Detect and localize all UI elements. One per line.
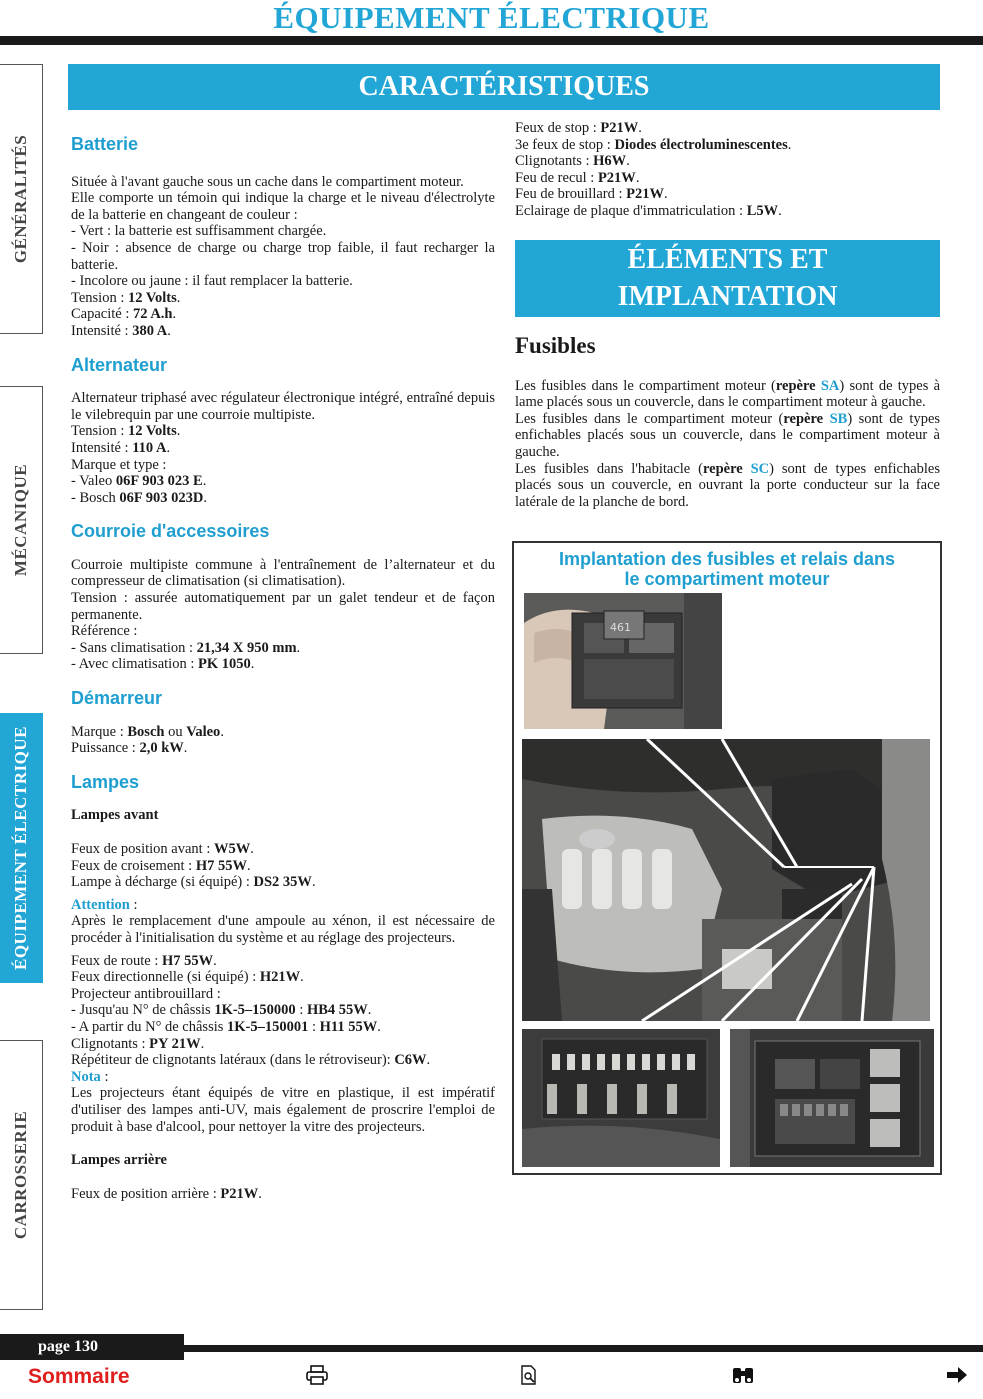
tab-label: MÉCANIQUE xyxy=(11,463,30,577)
paragraph: Courroie multipiste commune à l'entraînement de l’alternateur et du compresseur de climatisation (si climatisation). xyxy=(71,556,495,590)
figure-caption: Implantation des fusibles et relais dans le compartiment moteur xyxy=(558,549,896,589)
fuse-location-figure xyxy=(512,541,942,1175)
spec-line: Intensité : 380 A. xyxy=(71,322,171,339)
tab-label: GÉNÉRALITÉS xyxy=(11,134,30,264)
relay-box-photo xyxy=(728,1027,936,1169)
heading-courroie: Courroie d'accessoires xyxy=(71,521,270,542)
paragraph: Référence : xyxy=(71,623,138,640)
fuse-box-detail-photo xyxy=(522,591,724,731)
svg-text:461: 461 xyxy=(610,621,631,634)
right-column-fusibles xyxy=(515,333,941,510)
heading-demarreur: Démarreur xyxy=(71,688,163,709)
spec-line: 3e feux de stop : Diodes électroluminescentes. xyxy=(515,136,792,153)
page-number: page 130 xyxy=(0,1334,184,1360)
right-column-top xyxy=(515,120,940,220)
paragraph: Les fusibles dans le compartiment moteur (repère SB) sont de types enfichables placés sous un couvercle, dans le compartiment moteur à gauche. xyxy=(515,410,941,460)
engine-bay-photo xyxy=(520,737,932,1023)
spec-line: Intensité : 110 A. xyxy=(71,439,171,456)
paragraph: Les fusibles dans l'habitacle (repère SC) sont de types enfichables placés sous un couvercle, en ouvrant la porte conducteur sur la face latérale de la planche de bord. xyxy=(515,460,940,510)
banner-line: ÉLÉMENTS ET xyxy=(627,244,828,275)
page-title: ÉQUIPEMENT ÉLECTRIQUE xyxy=(273,0,710,35)
attention-label: Attention : xyxy=(71,896,138,913)
spec-line: - Valeo 06F 903 023 E. xyxy=(71,473,207,490)
subheading-lampes-arriere: Lampes arrière xyxy=(71,1152,167,1169)
spec-line: Puissance : 2,0 kW. xyxy=(71,740,188,757)
spec-line: Tension : 12 Volts. xyxy=(71,289,181,306)
nota-label: Nota : xyxy=(71,1068,109,1085)
paragraph: Elle comporte un témoin qui indique la charge et le niveau d'électrolyte de la batterie en changeant de couleur : xyxy=(71,190,495,223)
paragraph: Alternateur triphasé avec régulateur électronique intégré, entraîné depuis le vilebrequin par une courroie multipiste. xyxy=(71,390,495,423)
heading-lampes: Lampes xyxy=(71,771,140,792)
paragraph: Après le remplacement d'une ampoule au xénon, il est nécessaire de procéder à l'initialisation du système et au réglage des projecteurs. xyxy=(71,913,495,946)
paragraph: Tension : assurée automatiquement par un galet tendeur et de façon permanente. xyxy=(71,590,495,623)
paragraph: Projecteur antibrouillard : xyxy=(71,985,221,1002)
spec-line: Feux de route : H7 55W. xyxy=(71,952,217,969)
spec-line: - Bosch 06F 903 023D. xyxy=(71,489,208,506)
tab-label: ÉQUIPEMENT ÉLECTRIQUE xyxy=(11,726,30,970)
heading-batterie: Batterie xyxy=(71,134,139,154)
paragraph: Marque et type : xyxy=(71,456,167,473)
spec-line: Feux de stop : P21W. xyxy=(515,120,642,136)
paragraph: - Incolore ou jaune : il faut remplacer la batterie. xyxy=(71,273,353,290)
spec-line: - Avec climatisation : PK 1050. xyxy=(71,656,255,673)
paragraph: Située à l'avant gauche sous un cache dans le compartiment moteur. xyxy=(71,173,464,190)
binoculars-icon[interactable] xyxy=(731,1365,755,1391)
spec-line: - A partir du N° de châssis 1K-5–150001 : H11 55W. xyxy=(71,1018,381,1035)
header-divider xyxy=(0,36,983,45)
spec-line: Feu de brouillard : P21W. xyxy=(515,186,668,203)
spec-line: Lampe à décharge (si équipé) : DS2 35W. xyxy=(71,874,316,891)
spec-line: - Sans climatisation : 21,34 X 950 mm. xyxy=(71,639,301,656)
tab-label: CARROSSERIE xyxy=(11,1110,30,1240)
spec-line: Feux de position arrière : P21W. xyxy=(71,1185,262,1202)
spec-line: Eclairage de plaque d'immatriculation : L5W. xyxy=(515,202,782,219)
sommaire-link[interactable]: Sommaire xyxy=(28,1365,130,1388)
fuse-strip-photo xyxy=(520,1027,722,1169)
arrow-right-icon[interactable] xyxy=(946,1365,968,1391)
spec-line: Clignotants : PY 21W. xyxy=(71,1035,205,1052)
heading-alternateur: Alternateur xyxy=(71,354,168,375)
spec-line: Feux directionnelle (si équipé) : H21W. xyxy=(71,969,304,986)
spec-line: Feu de recul : P21W. xyxy=(515,169,640,186)
tab-generalites[interactable] xyxy=(0,64,43,334)
spec-line: - Jusqu'au N° de châssis 1K-5–150000 : HB4 55W. xyxy=(71,1002,372,1019)
paragraph: Les projecteurs étant équipés de vitre en plastique, il est impératif d'utiliser des lampes anti-UV, mais également de proscrire l'emploi de produit à base d'alcool, pour nettoyer la vitre des projecteurs. xyxy=(71,1085,495,1135)
tab-carrosserie[interactable] xyxy=(0,1040,43,1310)
spec-line: Répétiteur de clignotants latéraux (dans le rétroviseur): C6W. xyxy=(71,1052,431,1069)
spec-line: Capacité : 72 A.h. xyxy=(71,306,177,323)
tab-mecanique[interactable] xyxy=(0,386,43,654)
section-banner-elements xyxy=(515,240,940,317)
tab-equipement-electrique[interactable] xyxy=(0,713,43,983)
spec-line: Feux de croisement : H7 55W. xyxy=(71,857,251,874)
paragraph: Les fusibles dans le compartiment moteur (repère SA) sont de types à lame placés sous un couvercle, dans le compartiment moteur à gauche. xyxy=(515,377,941,411)
spec-line: Tension : 12 Volts. xyxy=(71,423,181,440)
subheading-lampes-avant: Lampes avant xyxy=(71,807,159,824)
section-banner-caracteristiques: CARACTÉRISTIQUES xyxy=(68,64,940,110)
spec-line: Feux de position avant : W5W. xyxy=(71,841,254,857)
print-icon[interactable] xyxy=(306,1365,328,1391)
paragraph: - Noir : absence de charge ou charge trop faible, il faut recharger la batterie. xyxy=(71,239,495,273)
spec-line: Marque : Bosch ou Valeo. xyxy=(71,723,224,740)
paragraph: - Vert : la batterie est suffisamment chargée. xyxy=(71,223,327,240)
spec-line: Clignotants : H6W. xyxy=(515,153,630,170)
heading-fusibles: Fusibles xyxy=(515,333,596,358)
banner-line: IMPLANTATION xyxy=(617,281,838,312)
left-column xyxy=(71,136,495,1202)
document-search-icon[interactable] xyxy=(519,1365,539,1391)
